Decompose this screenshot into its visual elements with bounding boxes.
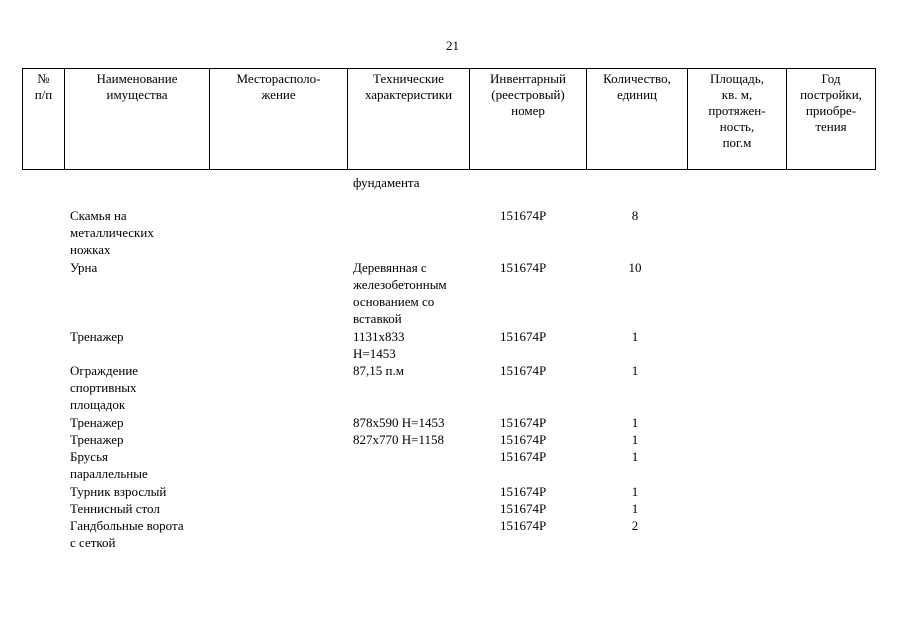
- item-quantity: 1: [631, 484, 639, 499]
- item-name: Тренажер: [70, 329, 124, 344]
- header-quantity-label: Количество, единиц: [603, 71, 671, 102]
- item-quantity: 1: [631, 501, 639, 516]
- header-name-label: Наименование имущества: [96, 71, 178, 102]
- item-tech: 87,15 п.м: [353, 363, 404, 378]
- item-quantity: 1: [631, 432, 639, 447]
- item-tech: Деревянная с железобетонным основанием со вставкой: [353, 260, 447, 326]
- item-quantity: 1: [631, 449, 639, 464]
- item-quantity: 1: [631, 329, 639, 344]
- header-tech: [348, 69, 470, 170]
- item-inventory: 151674Р: [500, 329, 547, 344]
- item-tech: 878х590 Н=1453: [353, 415, 445, 430]
- header-tech-label: Технические характеристики: [364, 71, 453, 102]
- item-name: Теннисный стол: [70, 501, 160, 516]
- item-inventory: 151674Р: [500, 363, 547, 378]
- item-inventory: 151674Р: [500, 432, 547, 447]
- item-inventory: 151674Р: [500, 518, 547, 533]
- item-quantity: 10: [628, 260, 642, 275]
- item-quantity: 1: [631, 415, 639, 430]
- item-inventory: 151674Р: [500, 415, 547, 430]
- header-inventory: [470, 69, 587, 170]
- page-number: 21: [446, 38, 459, 53]
- item-tech: 827х770 Н=1158: [353, 432, 444, 447]
- item-quantity: 8: [631, 208, 639, 223]
- header-area: [688, 69, 787, 170]
- header-inventory-label: Инвентарный (реестровый) номер: [490, 71, 566, 118]
- item-tech: фундамента: [353, 175, 420, 190]
- header-location: [210, 69, 348, 170]
- item-inventory: 151674Р: [500, 260, 547, 275]
- header-location-label: Месторасполо- жение: [236, 71, 321, 102]
- header-area-label: Площадь, кв. м, протяжен- ность, пог.м: [708, 71, 766, 150]
- item-tech: 1131х833 Н=1453: [353, 329, 405, 361]
- item-inventory: 151674Р: [500, 501, 547, 516]
- header-year-label: Год постройки, приобре- тения: [800, 71, 862, 134]
- item-quantity: 1: [631, 363, 639, 378]
- item-name: Ограждение спортивных площадок: [70, 363, 139, 412]
- item-inventory: 151674Р: [500, 449, 547, 464]
- item-name: Скамья на металлических ножках: [70, 208, 154, 257]
- header-number-label: № п/п: [34, 71, 53, 102]
- table-header: [22, 68, 876, 170]
- header-number: [23, 69, 65, 170]
- item-name: Урна: [70, 260, 98, 275]
- item-quantity: 2: [631, 518, 639, 533]
- header-quantity: [587, 69, 688, 170]
- item-name: Тренажер: [70, 432, 124, 447]
- item-inventory: 151674Р: [500, 208, 547, 223]
- item-name: Тренажер: [70, 415, 124, 430]
- item-name: Гандбольные ворота с сеткой: [70, 518, 184, 550]
- item-name: Брусья параллельные: [70, 449, 148, 481]
- header-year: [787, 69, 876, 170]
- item-name: Турник взрослый: [70, 484, 167, 499]
- header-name: [65, 69, 210, 170]
- item-inventory: 151674Р: [500, 484, 547, 499]
